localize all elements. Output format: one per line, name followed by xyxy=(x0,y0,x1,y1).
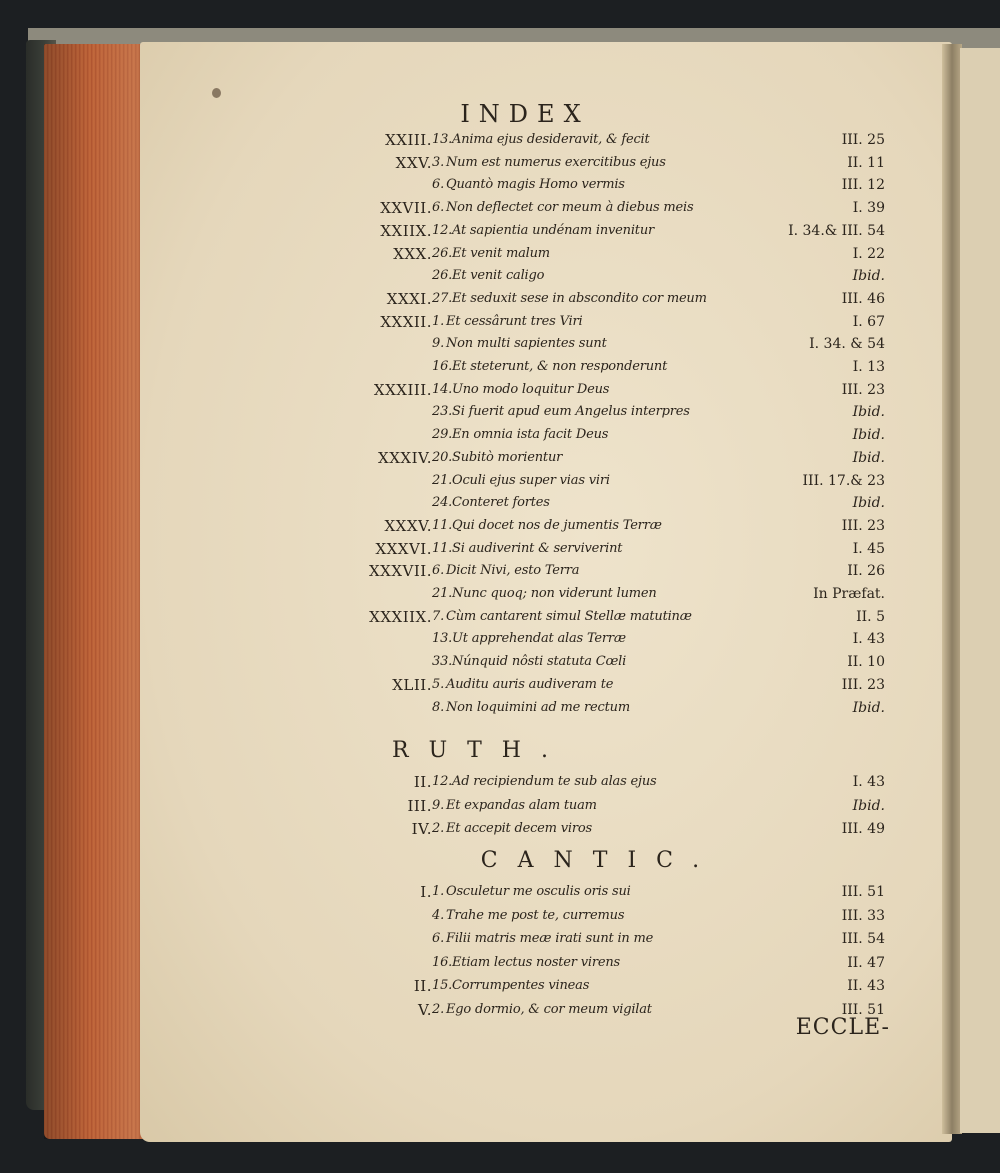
page-reference: In Præfat. xyxy=(813,586,885,602)
page-reference: Ibid. xyxy=(852,495,885,512)
index-entry xyxy=(0,696,1000,720)
verse-text: Ego dormio, & cor meum vigilat xyxy=(446,1001,652,1017)
verse-number: 23. xyxy=(432,404,453,420)
verse-text: Non multi sapientes sunt xyxy=(446,336,607,352)
index-entry xyxy=(0,559,1000,583)
index-entry xyxy=(0,310,1000,334)
index-entry xyxy=(0,332,1000,356)
page-reference: III. 51 xyxy=(841,884,885,900)
page-reference: III. 49 xyxy=(841,821,885,837)
verse-number: 14. xyxy=(432,381,453,397)
verse-number: 21. xyxy=(432,586,453,601)
verse-text: Et venit malum xyxy=(452,245,550,261)
catchword: ECCLE- xyxy=(795,1015,890,1040)
page-reference: I. 34. & 54 xyxy=(809,336,885,353)
verse-number: 29. xyxy=(432,427,453,443)
index-entry xyxy=(0,880,1000,904)
page-reference: I. 67 xyxy=(852,313,885,330)
verse-text: Non loquimini ad me rectum xyxy=(446,699,630,715)
page-reference: Ibid. xyxy=(852,268,885,285)
index-entry xyxy=(0,128,1000,152)
verse-number: 6. xyxy=(432,931,445,946)
ink-spot xyxy=(212,88,221,98)
page-reference: II. 10 xyxy=(847,654,885,671)
index-entry xyxy=(0,287,1000,311)
verse-number: 24. xyxy=(432,495,453,511)
chapter-number: II. xyxy=(413,977,432,995)
verse-text: Corrumpentes vineas xyxy=(452,978,590,993)
chapter-number: XXXIV. xyxy=(378,448,432,467)
verse-text: En omnia ista facit Deus xyxy=(452,427,609,443)
index-entry xyxy=(0,673,1000,697)
index-entry xyxy=(0,491,1000,515)
verse-text: Auditu auris audiveram te xyxy=(446,676,614,692)
verse-text: Filii matris meæ irati sunt in me xyxy=(446,931,654,946)
section-heading-cantic: CANTIC. xyxy=(480,848,720,873)
verse-number: 9. xyxy=(432,797,445,813)
verse-number: 21. xyxy=(432,472,453,488)
chapter-number: XXV. xyxy=(395,153,432,172)
index-entry xyxy=(0,770,1000,794)
verse-number: 27. xyxy=(432,290,453,306)
page-reference: I. 43 xyxy=(852,774,885,790)
verse-number: 12. xyxy=(432,774,453,789)
index-entry xyxy=(0,446,1000,470)
index-entry xyxy=(0,151,1000,175)
index-entry xyxy=(0,627,1000,651)
page-reference: II. 11 xyxy=(847,154,885,171)
verse-text: At sapientia undénam invenitur xyxy=(452,222,655,238)
verse-text: Si fuerit apud eum Angelus interpres xyxy=(452,404,690,420)
index-entry xyxy=(0,242,1000,266)
verse-number: 20. xyxy=(432,449,453,465)
page-reference: Ibid. xyxy=(852,797,885,814)
verse-text: Núnquid nôsti statuta Cœli xyxy=(452,654,627,670)
chapter-number: XLII. xyxy=(392,675,432,694)
verse-text: Ut apprehendat alas Terræ xyxy=(452,631,626,647)
page-reference: I. 34.& III. 54 xyxy=(788,222,885,239)
verse-number: 3. xyxy=(432,154,445,170)
verse-text: Etiam lectus noster virens xyxy=(452,954,621,970)
verse-number: 26. xyxy=(432,268,453,284)
chapter-number: XXXVI. xyxy=(375,539,432,558)
page-reference: I. 39 xyxy=(852,200,885,217)
chapter-number: XXIIX. xyxy=(380,221,432,240)
verse-number: 13. xyxy=(432,132,453,147)
page-reference: III. 33 xyxy=(841,907,885,924)
page-reference: Ibid. xyxy=(852,427,885,444)
verse-number: 4. xyxy=(432,907,445,923)
index-entry xyxy=(0,904,1000,928)
index-entry xyxy=(0,173,1000,197)
verse-number: 15. xyxy=(432,978,453,993)
page-reference: Ibid. xyxy=(852,449,885,466)
page-reference: II. 47 xyxy=(847,954,885,971)
verse-text: Et expandas alam tuam xyxy=(446,797,597,813)
page-reference: Ibid. xyxy=(852,404,885,421)
chapter-number: XXIII. xyxy=(385,131,432,149)
verse-number: 13. xyxy=(432,631,453,647)
index-entry xyxy=(0,378,1000,402)
verse-text: Subitò morientur xyxy=(452,449,563,465)
verse-number: 26. xyxy=(432,245,453,261)
verse-number: 12. xyxy=(432,222,453,238)
verse-number: 6. xyxy=(432,563,445,579)
verse-text: Oculi ejus super vias viri xyxy=(452,472,610,488)
index-entry xyxy=(0,469,1000,493)
verse-number: 6. xyxy=(432,177,445,193)
verse-number: 1. xyxy=(432,313,445,329)
chapter-number: I. xyxy=(420,883,432,901)
verse-number: 8. xyxy=(432,699,445,715)
verse-number: 9. xyxy=(432,336,445,352)
page-reference: III. 17.& 23 xyxy=(802,472,885,489)
page-reference: III. 25 xyxy=(841,132,885,148)
verse-text: Et seduxit sese in abscondito cor meum xyxy=(452,290,707,306)
verse-text: Qui docet nos de jumentis Terræ xyxy=(452,517,662,533)
verse-number: 16. xyxy=(432,954,453,970)
chapter-number: IV. xyxy=(411,820,432,838)
verse-text: Dicit Nivi, esto Terra xyxy=(446,563,580,579)
page-reference: III. 54 xyxy=(841,931,885,947)
index-entry xyxy=(0,650,1000,674)
index-entry xyxy=(0,582,1000,606)
verse-number: 33. xyxy=(432,654,453,670)
page-title: INDEX xyxy=(460,100,590,128)
chapter-number: XXXII. xyxy=(380,312,432,331)
verse-number: 11. xyxy=(432,540,453,556)
chapter-number: XXVII. xyxy=(380,199,432,218)
chapter-number: XXXV. xyxy=(384,516,432,535)
page-reference: II. 5 xyxy=(856,608,885,625)
verse-text: Trahe me post te, curremus xyxy=(446,907,625,923)
verse-number: 6. xyxy=(432,200,445,216)
verse-text: Et accepit decem viros xyxy=(446,821,592,836)
verse-text: Cùm cantarent simul Stellæ matutinæ xyxy=(446,608,692,624)
page-reference: I. 22 xyxy=(852,245,885,262)
verse-number: 11. xyxy=(432,517,453,533)
verse-text: Et cessârunt tres Viri xyxy=(446,313,583,329)
index-entry xyxy=(0,219,1000,243)
verse-text: Ad recipiendum te sub alas ejus xyxy=(452,774,657,789)
chapter-number: II. xyxy=(413,773,432,791)
verse-number: 5. xyxy=(432,676,445,692)
verse-text: Si audiverint & serviverint xyxy=(452,540,623,556)
index-entry xyxy=(0,974,1000,998)
verse-number: 7. xyxy=(432,608,445,624)
index-entry xyxy=(0,196,1000,220)
verse-number: 16. xyxy=(432,359,453,374)
verse-text: Conteret fortes xyxy=(452,495,550,511)
page-reference: II. 26 xyxy=(847,563,885,580)
chapter-number: XXXVII. xyxy=(369,562,432,581)
index-entry xyxy=(0,514,1000,538)
verse-number: 1. xyxy=(432,884,445,899)
index-entry xyxy=(0,423,1000,447)
page-reference: I. 45 xyxy=(852,540,885,557)
chapter-number: XXXIII. xyxy=(373,380,432,399)
index-entry xyxy=(0,794,1000,818)
chapter-number: XXXI. xyxy=(386,289,432,308)
index-entry xyxy=(0,355,1000,379)
page-reference: III. 46 xyxy=(841,290,885,307)
index-entry xyxy=(0,817,1000,841)
chapter-number: III. xyxy=(407,796,432,815)
chapter-number: XXX. xyxy=(393,244,432,263)
verse-text: Anima ejus desideravit, & fecit xyxy=(452,132,650,147)
verse-text: Uno modo loquitur Deus xyxy=(452,381,610,397)
verse-text: Num est numerus exercitibus ejus xyxy=(446,154,666,170)
section-heading-ruth: RUTH. xyxy=(392,738,568,763)
verse-number: 2. xyxy=(432,821,445,836)
page-reference: III. 12 xyxy=(841,177,885,194)
chapter-number: V. xyxy=(418,1000,432,1019)
verse-text: Quantò magis Homo vermis xyxy=(446,177,625,193)
verse-text: Et venit caligo xyxy=(452,268,545,284)
verse-number: 2. xyxy=(432,1001,445,1017)
page-reference: Ibid. xyxy=(852,699,885,716)
verse-text: Et steterunt, & non responderunt xyxy=(452,359,668,374)
page-reference: III. 23 xyxy=(841,676,885,693)
page-reference: III. 23 xyxy=(841,381,885,398)
verse-text: Osculetur me osculis oris sui xyxy=(446,884,631,899)
page-reference: III. 23 xyxy=(841,517,885,534)
chapter-number: XXXIIX. xyxy=(369,607,432,626)
page-reference: III. 51 xyxy=(841,1001,885,1018)
index-entry xyxy=(0,605,1000,629)
verse-text: Non deflectet cor meum à diebus meis xyxy=(446,200,694,216)
index-entry xyxy=(0,927,1000,951)
verse-text: Nunc quoq; non viderunt lumen xyxy=(452,586,657,601)
page-reference: I. 43 xyxy=(852,631,885,648)
page-reference: II. 43 xyxy=(847,978,885,994)
index-entry xyxy=(0,951,1000,975)
index-entry xyxy=(0,400,1000,424)
index-entry xyxy=(0,264,1000,288)
index-entry xyxy=(0,537,1000,561)
page-reference: I. 13 xyxy=(852,359,885,375)
